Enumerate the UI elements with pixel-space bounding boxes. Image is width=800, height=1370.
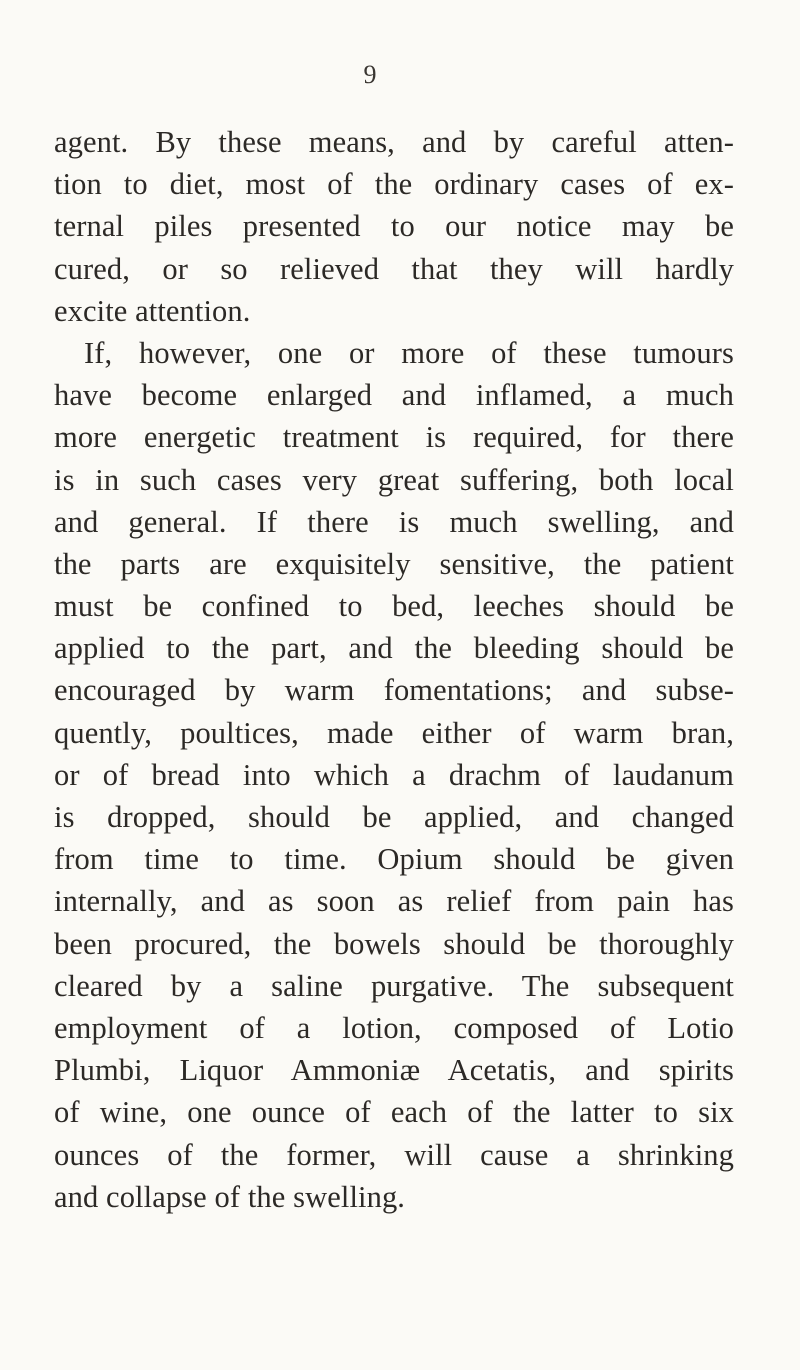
text-line: internally, and as soon as relief from pain has <box>54 884 734 919</box>
text-line: and collapse of the swelling. <box>54 1179 406 1214</box>
text-line: agent. By these means, and by careful atten- <box>54 125 734 159</box>
text-line: been procured, the bowels should be thoroughly <box>54 926 734 961</box>
text-line: ternal piles presented to our notice may be <box>54 209 734 244</box>
text-line: cured, or so relieved that they will hardly <box>54 251 734 286</box>
text-line: tion to diet, most of the ordinary cases of ex- <box>54 167 734 202</box>
text-line: excite attention. <box>54 293 251 328</box>
text-line: Plumbi, Liquor Ammoniæ Acetatis, and spirits <box>54 1053 734 1088</box>
page-number: 9 <box>363 60 377 89</box>
text-line: If, however, one or more of these tumours <box>84 335 734 370</box>
text-line: is dropped, should be applied, and changed <box>54 800 734 834</box>
text-line: more energetic treatment is required, for there <box>54 420 734 455</box>
text-line: from time to time. Opium should be given <box>54 842 734 877</box>
text-line: the parts are exquisitely sensitive, the patient <box>54 546 734 581</box>
body-text <box>54 121 734 1218</box>
text-line: quently, poultices, made either of warm bran, <box>54 715 734 750</box>
text-line: must be confined to bed, leeches should be <box>54 589 734 624</box>
text-line: encouraged by warm fomentations; and subse- <box>54 673 734 708</box>
text-line: ounces of the former, will cause a shrinking <box>54 1137 734 1172</box>
text-line: cleared by a saline purgative. The subsequent <box>54 968 734 1003</box>
text-line: have become enlarged and inflamed, a much <box>54 378 734 413</box>
text-line: employment of a lotion, composed of Lotio <box>54 1010 734 1045</box>
text-line: applied to the part, and the bleeding should be <box>54 631 734 666</box>
text-line: of wine, one ounce of each of the latter to six <box>54 1095 734 1130</box>
text-line: is in such cases very great suffering, both local <box>54 462 734 497</box>
text-line: or of bread into which a drachm of laudanum <box>54 757 734 792</box>
text-line: and general. If there is much swelling, and <box>54 504 734 539</box>
